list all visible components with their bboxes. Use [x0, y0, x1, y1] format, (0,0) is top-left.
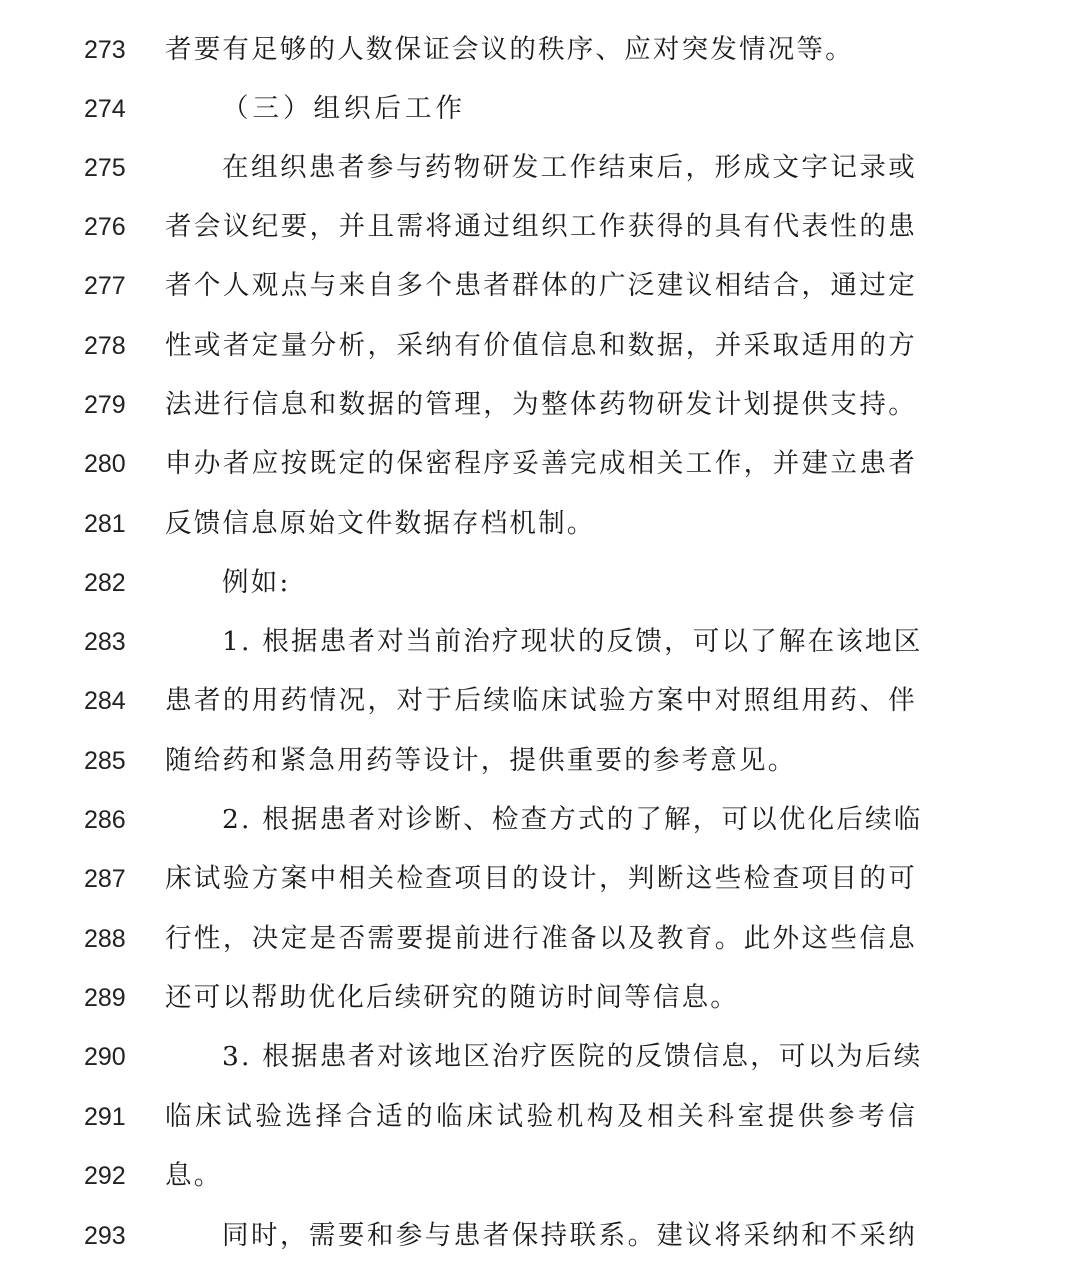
- text-line: [0, 30, 1080, 70]
- section-heading: （三）组织后工作: [222, 93, 466, 124]
- line-number: 276: [84, 213, 126, 241]
- line-number: 292: [84, 1162, 126, 1190]
- line-number: 290: [84, 1043, 126, 1071]
- text-line: [0, 563, 1080, 603]
- text-line: [0, 444, 1080, 484]
- text-line: [0, 385, 1080, 425]
- line-number: 279: [84, 391, 126, 419]
- line-text: 法进行信息和数据的管理，为整体药物研发计划提供支持。: [165, 389, 917, 420]
- line-number: 287: [84, 865, 126, 893]
- text-line: [0, 1037, 1080, 1077]
- line-number: 282: [84, 569, 126, 597]
- line-text: 2. 根据患者对诊断、检查方式的了解，可以优化后续临: [222, 804, 923, 835]
- text-line: [0, 681, 1080, 721]
- line-number: 284: [84, 687, 126, 715]
- line-text: 申办者应按既定的保密程序妥善完成相关工作，并建立患者: [165, 448, 917, 479]
- text-line: [0, 148, 1080, 188]
- line-number: 275: [84, 154, 126, 182]
- line-text: 床试验方案中相关检查项目的设计，判断这些检查项目的可: [165, 863, 917, 894]
- line-text: 者个人观点与来自多个患者群体的广泛建议相结合，通过定: [165, 270, 917, 301]
- line-number: 283: [84, 628, 126, 656]
- text-line: [0, 1156, 1080, 1196]
- text-line: [0, 266, 1080, 306]
- line-text: 行性，决定是否需要提前进行准备以及教育。此外这些信息: [165, 923, 917, 954]
- line-text: 患者的用药情况，对于后续临床试验方案中对照组用药、伴: [165, 685, 917, 716]
- line-number: 278: [84, 332, 126, 360]
- text-line: [0, 978, 1080, 1018]
- text-line: [0, 504, 1080, 544]
- text-line: [0, 859, 1080, 899]
- line-text: 1. 根据患者对当前治疗现状的反馈，可以了解在该地区: [222, 626, 923, 657]
- line-number: 289: [84, 984, 126, 1012]
- text-line: [0, 207, 1080, 247]
- line-text: 例如:: [222, 567, 291, 598]
- line-number: 280: [84, 450, 126, 478]
- text-line: [0, 89, 1080, 129]
- text-line: [0, 1216, 1080, 1256]
- text-line: [0, 1097, 1080, 1137]
- line-text: 反馈信息原始文件数据存档机制。: [165, 508, 596, 539]
- line-number: 281: [84, 510, 126, 538]
- line-text: 随给药和紧急用药等设计，提供重要的参考意见。: [165, 745, 797, 776]
- line-number: 288: [84, 925, 126, 953]
- line-text: 息。: [165, 1160, 223, 1191]
- text-line: [0, 800, 1080, 840]
- line-text: 性或者定量分析，采纳有价值信息和数据，并采取适用的方: [165, 330, 917, 361]
- text-line: [0, 741, 1080, 781]
- line-number: 277: [84, 272, 126, 300]
- line-number: 285: [84, 747, 126, 775]
- text-line: [0, 326, 1080, 366]
- line-number: 286: [84, 806, 126, 834]
- line-text: 临床试验选择合适的临床试验机构及相关科室提供参考信: [165, 1101, 917, 1132]
- line-text: 同时，需要和参与患者保持联系。建议将采纳和不采纳: [222, 1220, 917, 1251]
- text-line: [0, 919, 1080, 959]
- text-line: [0, 622, 1080, 662]
- line-text: 在组织患者参与药物研发工作结束后，形成文字记录或: [222, 152, 917, 183]
- line-number: 293: [84, 1222, 126, 1250]
- line-text: 者会议纪要，并且需将通过组织工作获得的具有代表性的患: [165, 211, 917, 242]
- line-text: 者要有足够的人数保证会议的秩序、应对突发情况等。: [165, 34, 854, 65]
- line-number: 274: [84, 95, 126, 123]
- line-number: 273: [84, 36, 126, 64]
- line-text: 还可以帮助优化后续研究的随访时间等信息。: [165, 982, 739, 1013]
- line-number: 291: [84, 1103, 126, 1131]
- line-text: 3. 根据患者对该地区治疗医院的反馈信息，可以为后续: [222, 1041, 923, 1072]
